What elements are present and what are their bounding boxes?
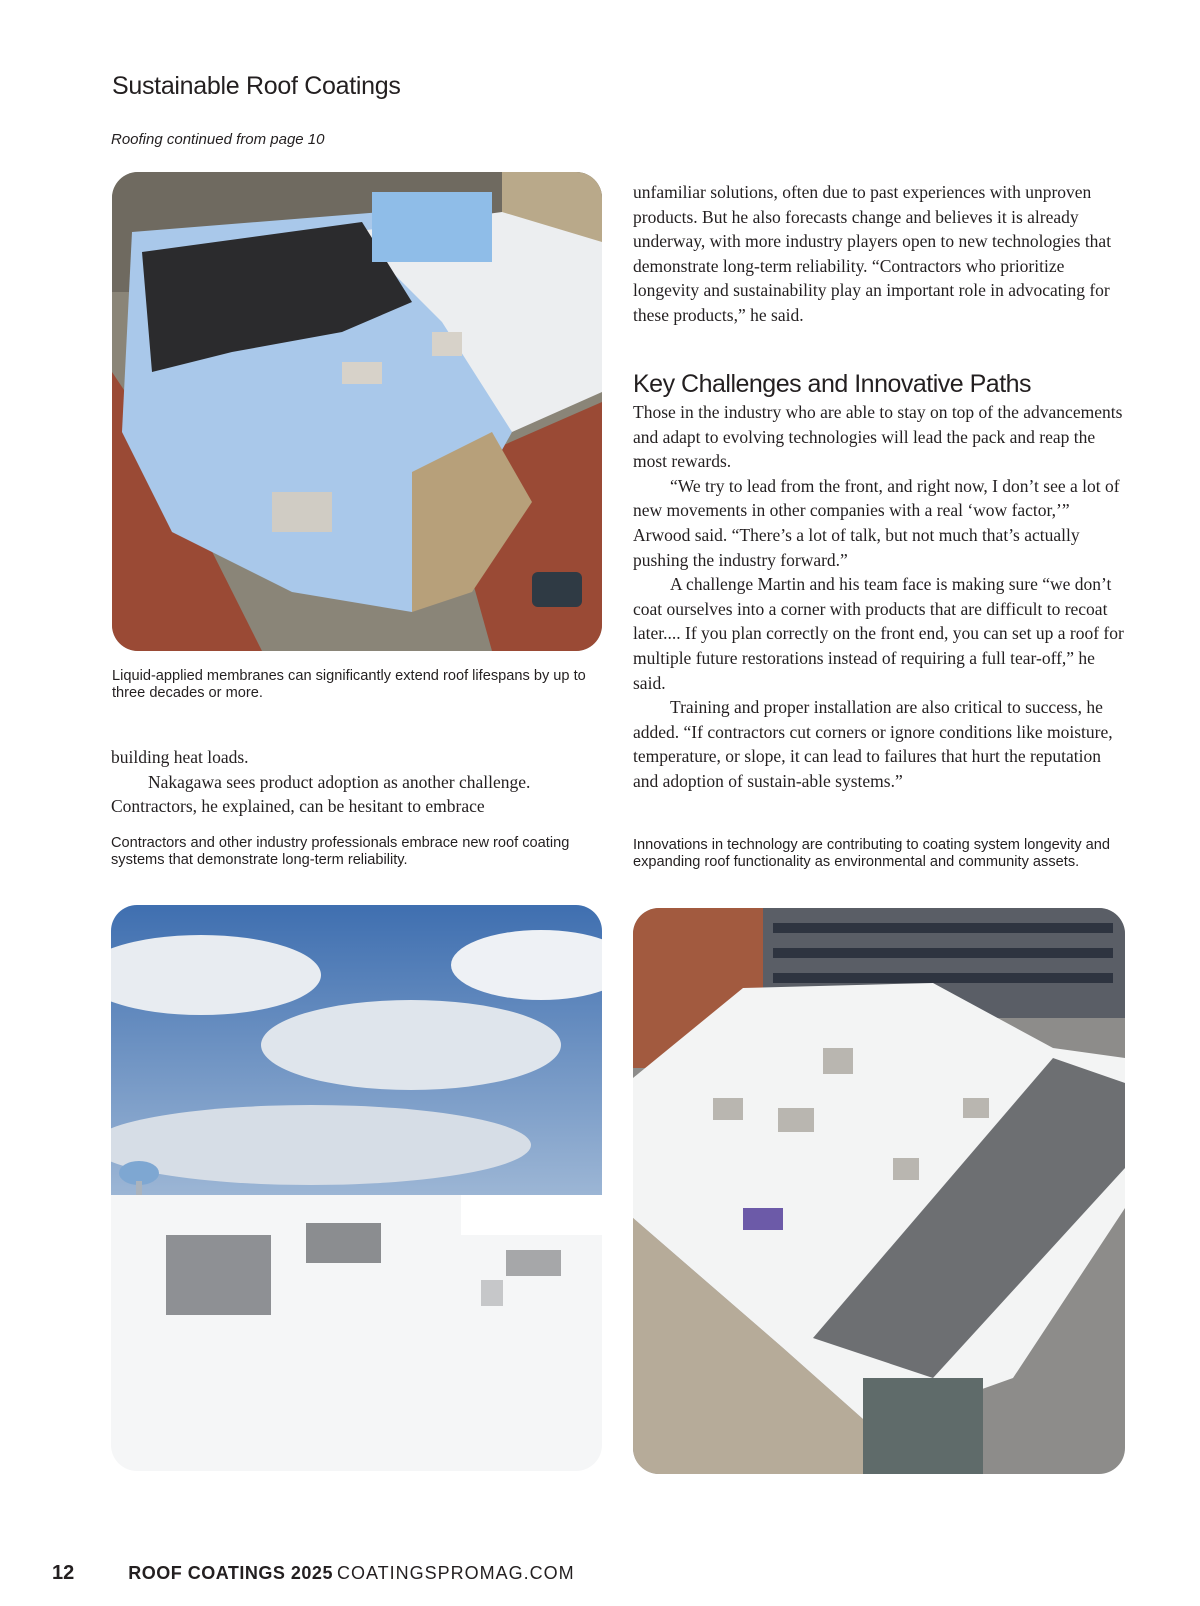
photo-aerial-white-roof <box>633 908 1125 1474</box>
photo-aerial-blue-roof <box>112 172 602 651</box>
right-column-text <box>633 400 1125 794</box>
right-column-intro: unfamiliar solutions, often due to past experiences with unproven products. But he also forecasts change and believes it is already underway, with more industry players open to new technologies that demonstrate long-term reliability. “Contractors who prioritize longevity and sustainability play an important role in advocating for these products,” he said. <box>633 182 1112 325</box>
left-column-text <box>111 745 603 819</box>
right-paragraph-3: A challenge Martin and his team face is making sure “we don’t coat ourselves into a corner with products that are difficult to recoat later.... If you plan correctly on the front end, you can set up a roof for multiple future restorations instead of requiring a full tear-off,” he said. <box>633 574 1124 693</box>
page-number: 12 <box>52 1562 75 1584</box>
section-heading: Key Challenges and Innovative Paths <box>633 370 1032 398</box>
right-paragraph-1: Those in the industry who are able to stay on top of the advancements and adapt to evolving technologies will lead the pack and reap the most rewards. <box>633 402 1123 472</box>
caption-white-roof: Contractors and other industry professionals embrace new roof coating systems that demonstrate long-term reliability. <box>111 835 570 868</box>
left-paragraph-2: Nakagawa sees product adoption as another challenge. Contractors, he explained, can be hesitant to embrace <box>111 771 531 817</box>
magazine-website: COATINGSPROMAG.COM <box>336 1563 575 1583</box>
left-paragraph-1: building heat loads. <box>111 747 249 767</box>
section-title: Sustainable Roof Coatings <box>112 72 401 100</box>
photo-white-roof-sky <box>111 905 602 1471</box>
caption-aerial-blue-roof: Liquid-applied membranes can significantly extend roof lifespans by up to three decades or more. <box>112 668 586 701</box>
magazine-issue: ROOF COATINGS 2025 <box>128 1563 333 1583</box>
right-paragraph-4: Training and proper installation are also critical to success, he added. “If contractors cut corners or ignore conditions like moisture, temperature, or slope, it can lead to failures that hurt the reputation and adoption of sustain-able systems.” <box>633 697 1113 791</box>
right-paragraph-2: “We try to lead from the front, and right now, I don’t see a lot of new movements in other companies with a real ‘wow factor,’” Arwood said. “There’s a lot of talk, but not much that’s actually pushing the industry forward.” <box>633 475 1120 570</box>
caption-aerial-white-roof: Innovations in technology are contributing to coating system longevity and expanding roof functionality as environmental and community assets. <box>633 837 1111 870</box>
continued-from-note: Roofing continued from page 10 <box>111 131 325 148</box>
page-footer <box>52 1562 575 1585</box>
